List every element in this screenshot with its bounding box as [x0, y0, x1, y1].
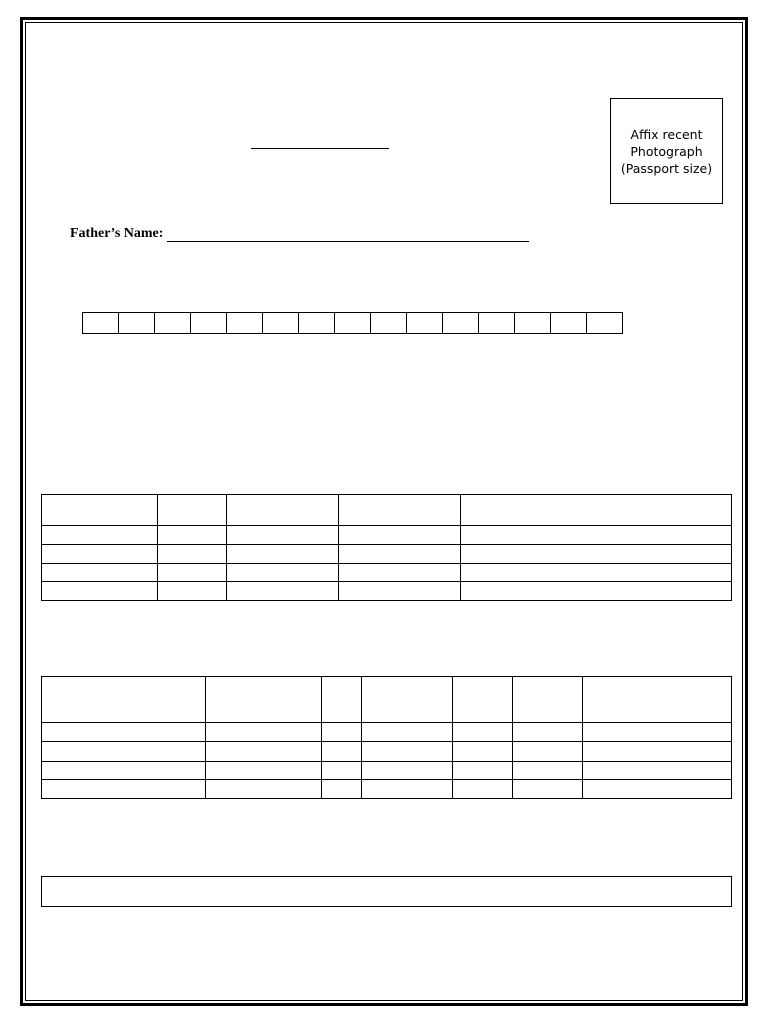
- table-cell[interactable]: [362, 780, 453, 799]
- father-name-label: Father’s Name:: [70, 226, 164, 241]
- photo-text-line1: Affix recent: [630, 126, 703, 142]
- table-cell[interactable]: [227, 582, 339, 601]
- table-cell[interactable]: [322, 723, 362, 742]
- father-name-row: [70, 226, 529, 242]
- table-cell[interactable]: [42, 677, 206, 723]
- table-cell[interactable]: [453, 780, 513, 799]
- table-cell[interactable]: [322, 742, 362, 762]
- table-cell[interactable]: [206, 677, 322, 723]
- char-box[interactable]: [299, 313, 335, 333]
- table-cell[interactable]: [158, 545, 227, 564]
- photo-text-line3: (Passport size): [620, 160, 713, 176]
- char-box[interactable]: [479, 313, 515, 333]
- table-cell[interactable]: [158, 582, 227, 601]
- char-box[interactable]: [443, 313, 479, 333]
- char-box[interactable]: [587, 313, 623, 333]
- table-cell[interactable]: [461, 582, 732, 601]
- table-cell[interactable]: [206, 742, 322, 762]
- table-cell[interactable]: [42, 762, 206, 780]
- table-cell[interactable]: [322, 762, 362, 780]
- table-cell[interactable]: [42, 582, 158, 601]
- table-row: [42, 723, 732, 742]
- character-boxes: [82, 312, 623, 334]
- table-cell[interactable]: [227, 526, 339, 545]
- char-box[interactable]: [227, 313, 263, 333]
- table-cell[interactable]: [583, 723, 732, 742]
- table-cell[interactable]: [513, 723, 583, 742]
- table-cell[interactable]: [461, 564, 732, 582]
- table-cell[interactable]: [513, 762, 583, 780]
- table-cell[interactable]: [362, 762, 453, 780]
- table-cell[interactable]: [42, 780, 206, 799]
- table-cell[interactable]: [583, 677, 732, 723]
- table-cell[interactable]: [42, 742, 206, 762]
- table-cell[interactable]: [453, 677, 513, 723]
- char-box[interactable]: [119, 313, 155, 333]
- table-cell[interactable]: [42, 545, 158, 564]
- table-row: [42, 526, 732, 545]
- table-cell[interactable]: [339, 526, 461, 545]
- table-cell[interactable]: [461, 526, 732, 545]
- table-cell[interactable]: [206, 723, 322, 742]
- photo-text-line2: Photograph: [630, 143, 703, 159]
- table-cell[interactable]: [583, 742, 732, 762]
- char-box[interactable]: [371, 313, 407, 333]
- father-name-field[interactable]: [167, 227, 529, 242]
- table-cell[interactable]: [42, 495, 158, 526]
- form-table-1: [41, 494, 732, 601]
- table-row: [42, 545, 732, 564]
- photo-box: [610, 98, 723, 204]
- table-cell[interactable]: [453, 742, 513, 762]
- table-cell[interactable]: [227, 495, 339, 526]
- form-table-2: [41, 676, 732, 799]
- remarks-box[interactable]: [41, 876, 732, 907]
- char-box[interactable]: [155, 313, 191, 333]
- table-cell[interactable]: [339, 564, 461, 582]
- table-cell[interactable]: [339, 582, 461, 601]
- title-blank-line[interactable]: [251, 148, 389, 149]
- char-box[interactable]: [407, 313, 443, 333]
- table-cell[interactable]: [206, 762, 322, 780]
- table-cell[interactable]: [158, 526, 227, 545]
- table-cell[interactable]: [362, 677, 453, 723]
- table-cell[interactable]: [42, 564, 158, 582]
- table-cell[interactable]: [583, 780, 732, 799]
- table-cell[interactable]: [42, 723, 206, 742]
- table-cell[interactable]: [513, 742, 583, 762]
- table-cell[interactable]: [322, 677, 362, 723]
- char-box[interactable]: [335, 313, 371, 333]
- table-header-row: [42, 495, 732, 526]
- table-cell[interactable]: [362, 723, 453, 742]
- table-header-row: [42, 677, 732, 723]
- table-cell[interactable]: [339, 495, 461, 526]
- table-cell[interactable]: [513, 677, 583, 723]
- char-box[interactable]: [515, 313, 551, 333]
- table-cell[interactable]: [461, 495, 732, 526]
- table-cell[interactable]: [583, 762, 732, 780]
- char-box[interactable]: [191, 313, 227, 333]
- table-cell[interactable]: [227, 564, 339, 582]
- table-cell[interactable]: [513, 780, 583, 799]
- table-cell[interactable]: [206, 780, 322, 799]
- table-row: [42, 742, 732, 762]
- table-cell[interactable]: [461, 545, 732, 564]
- table-cell[interactable]: [339, 545, 461, 564]
- table-cell[interactable]: [158, 495, 227, 526]
- table-cell[interactable]: [227, 545, 339, 564]
- table-row: [42, 564, 732, 582]
- table-cell[interactable]: [322, 780, 362, 799]
- table-row: [42, 780, 732, 799]
- table-cell[interactable]: [158, 564, 227, 582]
- table-cell[interactable]: [453, 723, 513, 742]
- table-cell[interactable]: [42, 526, 158, 545]
- table-cell[interactable]: [362, 742, 453, 762]
- table-cell[interactable]: [453, 762, 513, 780]
- char-box[interactable]: [83, 313, 119, 333]
- char-box[interactable]: [551, 313, 587, 333]
- table-row: [42, 762, 732, 780]
- char-box[interactable]: [263, 313, 299, 333]
- table-row: [42, 582, 732, 601]
